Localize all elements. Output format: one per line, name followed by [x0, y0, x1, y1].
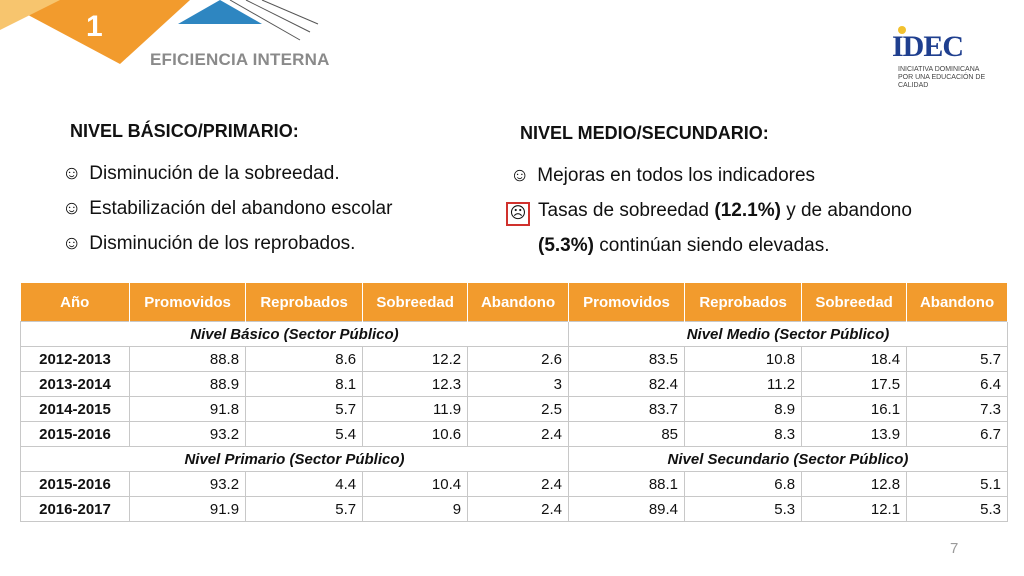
bullet-text: Disminución de los reprobados. — [89, 233, 356, 254]
table-row — [21, 422, 1008, 447]
list-item — [62, 233, 355, 255]
table-cell: 2.5 — [468, 397, 569, 422]
table-cell: 11.9 — [363, 397, 468, 422]
table-header-row — [21, 283, 1008, 322]
table-row — [21, 397, 1008, 422]
frown-icon: ☹ — [506, 202, 530, 226]
col-header: Promovidos — [568, 283, 684, 322]
year-cell: 2015-2016 — [21, 472, 130, 497]
table-cell: 83.7 — [568, 397, 684, 422]
table-row — [21, 372, 1008, 397]
table-cell: 5.1 — [907, 472, 1008, 497]
table-cell: 2.4 — [468, 497, 569, 522]
table-cell: 2.6 — [468, 347, 569, 372]
table-cell: 13.9 — [802, 422, 907, 447]
overage-rate: (12.1%) — [714, 200, 781, 221]
list-item — [62, 198, 392, 220]
basic-level-heading: NIVEL BÁSICO/PRIMARIO: — [70, 121, 299, 141]
table-cell: 7.3 — [907, 397, 1008, 422]
table-cell: 12.2 — [363, 347, 468, 372]
list-item — [506, 200, 912, 226]
table-cell: 91.9 — [130, 497, 246, 522]
indicators-table — [20, 283, 1008, 522]
table-cell: 12.8 — [802, 472, 907, 497]
table-cell: 6.8 — [685, 472, 802, 497]
table-cell: 5.3 — [907, 497, 1008, 522]
smiley-icon: ☺ — [62, 163, 82, 184]
page-number: 7 — [950, 540, 959, 557]
table-cell: 10.4 — [363, 472, 468, 497]
section-label: Nivel Secundario (Sector Público) — [568, 447, 1007, 472]
table-cell: 85 — [568, 422, 684, 447]
idec-logo — [884, 24, 1004, 89]
table-cell: 16.1 — [802, 397, 907, 422]
table-cell: 11.2 — [685, 372, 802, 397]
table-cell: 10.8 — [685, 347, 802, 372]
table-cell: 5.3 — [685, 497, 802, 522]
table-cell: 93.2 — [130, 472, 246, 497]
table-cell: 10.6 — [363, 422, 468, 447]
table-cell: 12.1 — [802, 497, 907, 522]
year-cell: 2015-2016 — [21, 422, 130, 447]
smiley-icon: ☺ — [62, 233, 82, 254]
table-cell: 82.4 — [568, 372, 684, 397]
list-item-continuation — [538, 235, 830, 257]
table-cell: 17.5 — [802, 372, 907, 397]
list-item — [62, 163, 340, 185]
col-header: Reprobados — [685, 283, 802, 322]
section-label: Nivel Primario (Sector Público) — [21, 447, 569, 472]
year-cell: 2012-2013 — [21, 347, 130, 372]
col-header: Abandono — [468, 283, 569, 322]
logo-subtitle — [898, 66, 1008, 90]
table-cell: 5.7 — [246, 397, 363, 422]
table-cell: 88.1 — [568, 472, 684, 497]
smiley-icon: ☺ — [510, 165, 530, 186]
bullet-text-part3: continúan siendo elevadas. — [593, 235, 830, 256]
table-cell: 2.4 — [468, 422, 569, 447]
table-cell: 3 — [468, 372, 569, 397]
table-cell: 91.8 — [130, 397, 246, 422]
table-cell: 88.8 — [130, 347, 246, 372]
col-header: Abandono — [907, 283, 1008, 322]
year-cell: 2014-2015 — [21, 397, 130, 422]
section-row — [21, 322, 1008, 347]
table-cell: 6.7 — [907, 422, 1008, 447]
table-cell: 9 — [363, 497, 468, 522]
logo-text: IDEC — [892, 30, 964, 63]
table-cell: 5.7 — [907, 347, 1008, 372]
section-row — [21, 447, 1008, 472]
year-cell: 2016-2017 — [21, 497, 130, 522]
bullet-text: Mejoras en todos los indicadores — [537, 165, 816, 186]
col-header: Sobreedad — [802, 283, 907, 322]
table-cell: 8.3 — [685, 422, 802, 447]
secondary-level-heading: NIVEL MEDIO/SECUNDARIO: — [520, 123, 769, 143]
table-cell: 93.2 — [130, 422, 246, 447]
col-header: Promovidos — [130, 283, 246, 322]
table-cell: 2.4 — [468, 472, 569, 497]
logo-subtitle-line1: INICIATIVA DOMINICANA — [898, 66, 980, 73]
smiley-icon: ☺ — [62, 198, 82, 219]
table-cell: 5.4 — [246, 422, 363, 447]
section-label: Nivel Básico (Sector Público) — [21, 322, 569, 347]
table-cell: 4.4 — [246, 472, 363, 497]
col-header: Sobreedad — [363, 283, 468, 322]
bullet-text: Disminución de la sobreedad. — [89, 163, 340, 184]
table-cell: 12.3 — [363, 372, 468, 397]
bullet-text: Estabilización del abandono escolar — [89, 198, 393, 219]
table-row — [21, 472, 1008, 497]
table-cell: 8.9 — [685, 397, 802, 422]
section-title: EFICIENCIA INTERNA — [150, 50, 330, 69]
col-header: Año — [21, 283, 130, 322]
table-cell: 89.4 — [568, 497, 684, 522]
bullet-text-part1: Tasas de sobreedad — [538, 200, 715, 221]
table-cell: 8.6 — [246, 347, 363, 372]
logo-subtitle-line2: POR UNA EDUCACIÓN DE CALIDAD — [898, 74, 986, 89]
dropout-rate: (5.3%) — [538, 235, 594, 256]
table-cell: 6.4 — [907, 372, 1008, 397]
table-cell: 18.4 — [802, 347, 907, 372]
slide-number: 1 — [86, 10, 103, 43]
table-cell: 88.9 — [130, 372, 246, 397]
table-row — [21, 347, 1008, 372]
bullet-text-part2: y de abandono — [780, 200, 912, 221]
table-row — [21, 497, 1008, 522]
list-item — [510, 165, 815, 187]
table-cell: 5.7 — [246, 497, 363, 522]
table-cell: 83.5 — [568, 347, 684, 372]
table-cell: 8.1 — [246, 372, 363, 397]
section-label: Nivel Medio (Sector Público) — [568, 322, 1007, 347]
year-cell: 2013-2014 — [21, 372, 130, 397]
col-header: Reprobados — [246, 283, 363, 322]
